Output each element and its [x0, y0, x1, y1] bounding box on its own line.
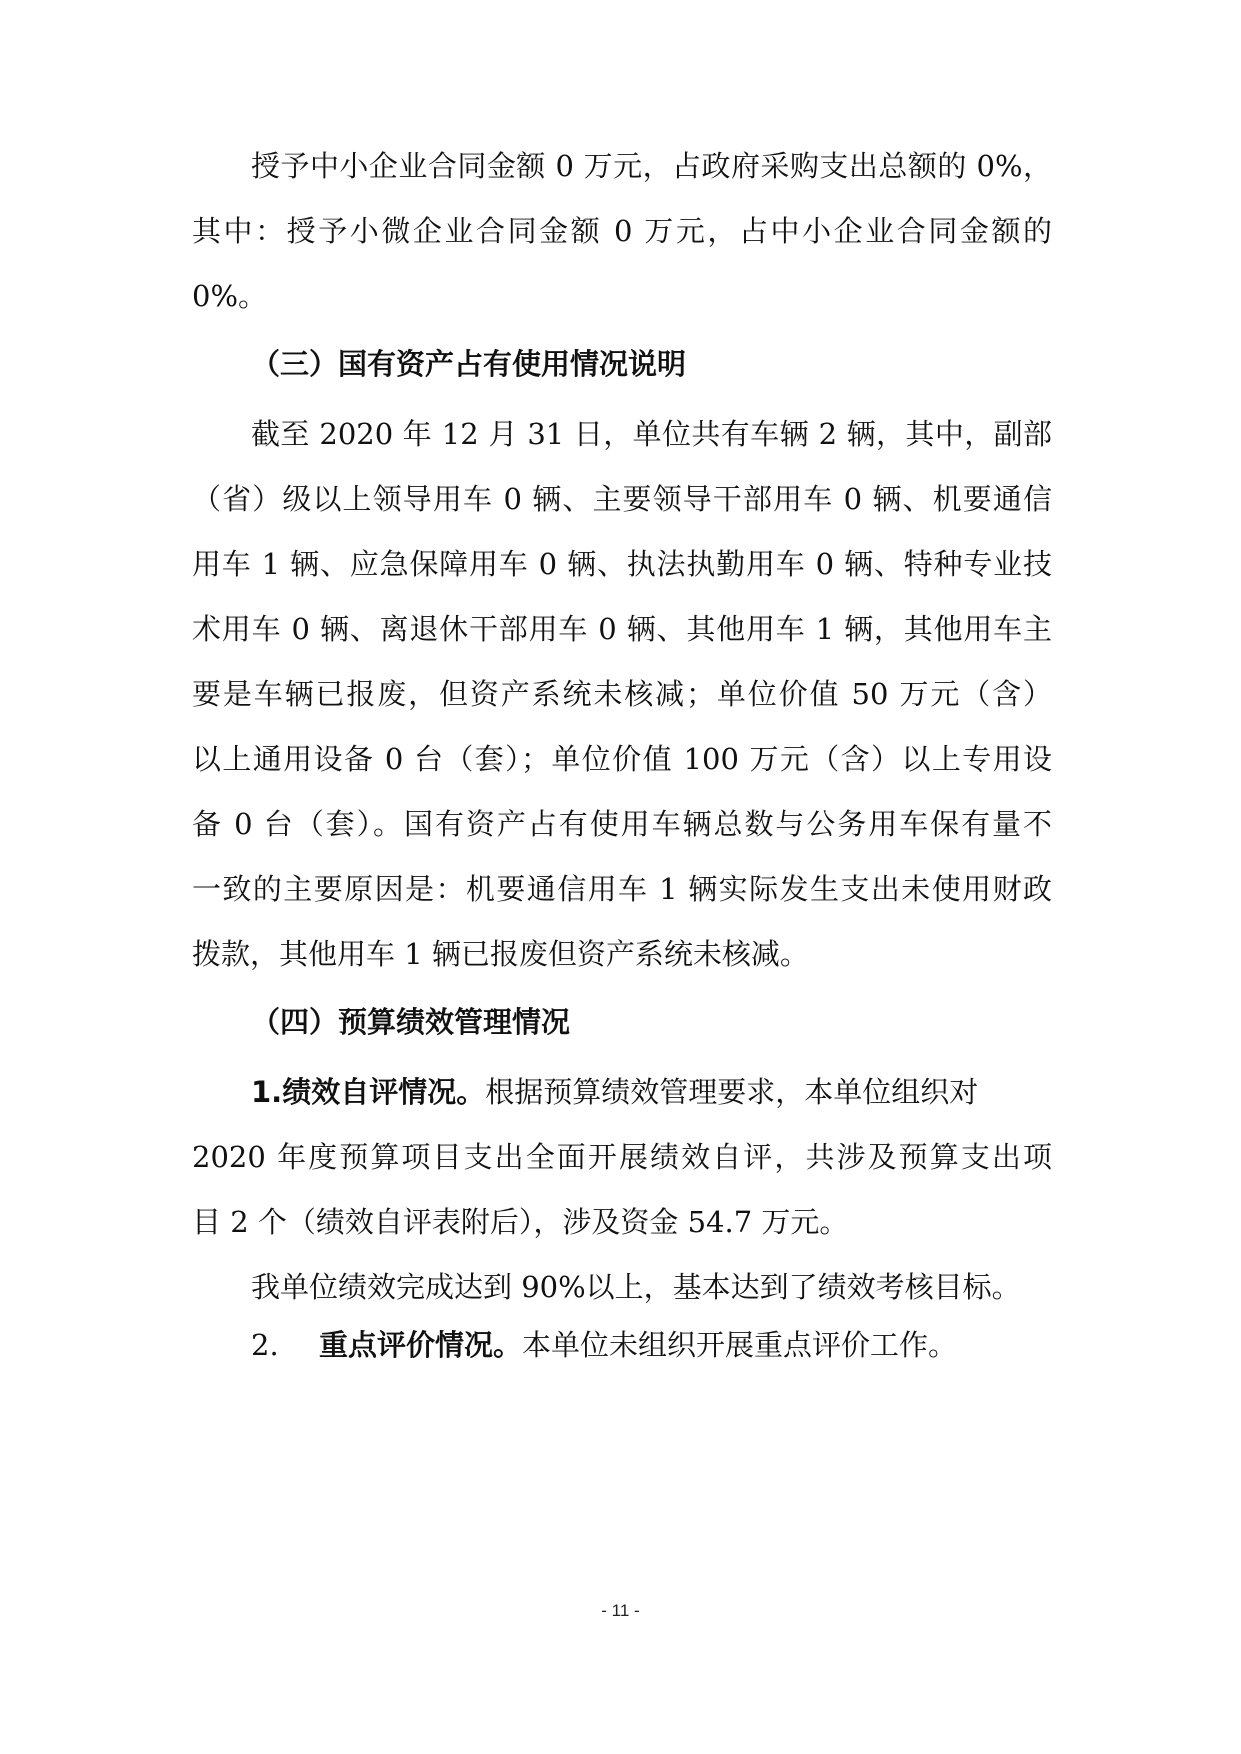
paragraph-line: 截至 2020 年 12 月 31 日，单位共有车辆 2 辆，其中，副部 — [251, 417, 1052, 451]
paragraph-line: 以上通用设备 0 台（套）；单位价值 100 万元（含）以上专用设 — [192, 742, 1052, 776]
paragraph-line: 要是车辆已报废，但资产系统未核减；单位价值 50 万元（含） — [192, 677, 1052, 711]
paragraph-line: 授予中小企业合同金额 0 万元，占政府采购支出总额的 0%， — [251, 149, 1052, 183]
paragraph-line: 用车 1 辆、应急保障用车 0 辆、执法执勤用车 0 辆、特种专业技 — [192, 547, 1052, 581]
paragraph-line: 拨款，其他用车 1 辆已报废但资产系统未核减。 — [192, 937, 809, 971]
item-number: 2. — [251, 1328, 279, 1362]
page-number: - 11 - — [601, 1601, 640, 1620]
paragraph-line: 其中：授予小微企业合同金额 0 万元，占中小企业合同金额的 — [192, 214, 1052, 248]
paragraph-line: 目 2 个（绩效自评表附后），涉及资金 54.7 万元。 — [192, 1205, 849, 1239]
paragraph-line: （省）级以上领导用车 0 辆、主要领导干部用车 0 辆、机要通信 — [192, 482, 1052, 516]
paragraph-line — [251, 1325, 1052, 1365]
paragraph-line: 2020 年度预算项目支出全面开展绩效自评，共涉及预算支出项 — [192, 1140, 1052, 1174]
item-text: 本单位未组织开展重点评价工作。 — [522, 1328, 958, 1362]
paragraph-line: 术用车 0 辆、离退休干部用车 0 辆、其他用车 1 辆，其他用车主 — [192, 612, 1052, 646]
section-heading: （四）预算绩效管理情况 — [251, 1005, 571, 1039]
item-title: 重点评价情况。 — [319, 1328, 523, 1362]
paragraph-line — [251, 1072, 1052, 1112]
item-title: 1.绩效自评情况。 — [251, 1075, 486, 1109]
paragraph-line: 0%。 — [192, 279, 268, 313]
paragraph-line: 备 0 台（套）。国有资产占有使用车辆总数与公务用车保有量不 — [192, 807, 1052, 841]
item-text: 根据预算绩效管理要求，本单位组织对 — [485, 1075, 979, 1109]
paragraph-line: 一致的主要原因是：机要通信用车 1 辆实际发生支出未使用财政 — [192, 872, 1052, 906]
section-heading: （三）国有资产占有使用情况说明 — [251, 347, 687, 381]
paragraph-line: 我单位绩效完成达到 90%以上，基本达到了绩效考核目标。 — [251, 1270, 1021, 1304]
